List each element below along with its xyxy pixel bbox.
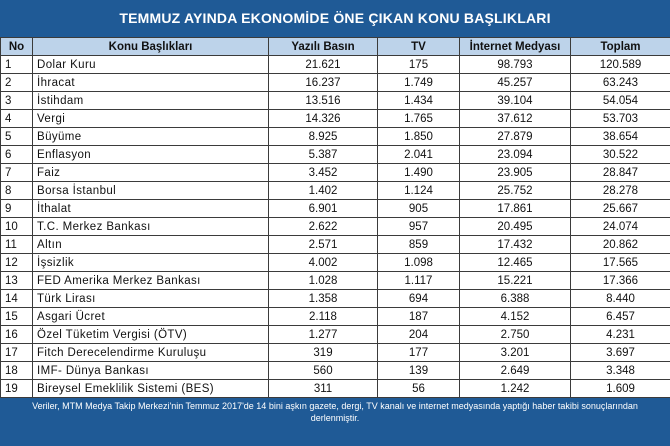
- cell-press: 2.622: [269, 218, 378, 236]
- cell-no: 8: [1, 182, 33, 200]
- cell-press: 560: [269, 362, 378, 380]
- header-press: Yazılı Basın: [269, 38, 378, 56]
- cell-total: 20.862: [571, 236, 670, 254]
- table-row: [1, 362, 670, 380]
- cell-press: 3.452: [269, 164, 378, 182]
- cell-tv: 1.434: [378, 92, 460, 110]
- table-row: [1, 272, 670, 290]
- cell-total: 25.667: [571, 200, 670, 218]
- cell-internet: 39.104: [460, 92, 571, 110]
- header-total: Toplam: [571, 38, 670, 56]
- cell-tv: 1.124: [378, 182, 460, 200]
- cell-tv: 1.490: [378, 164, 460, 182]
- header-no: No: [1, 38, 33, 56]
- table-row: [1, 182, 670, 200]
- cell-no: 9: [1, 200, 33, 218]
- cell-topic: Vergi: [33, 110, 269, 128]
- cell-no: 13: [1, 272, 33, 290]
- cell-press: 4.002: [269, 254, 378, 272]
- cell-internet: 12.465: [460, 254, 571, 272]
- table-row: [1, 110, 670, 128]
- table-row: [1, 290, 670, 308]
- cell-no: 1: [1, 56, 33, 74]
- cell-topic: İthalat: [33, 200, 269, 218]
- cell-topic: İhracat: [33, 74, 269, 92]
- cell-press: 21.621: [269, 56, 378, 74]
- table-row: [1, 254, 670, 272]
- table-row: [1, 146, 670, 164]
- cell-total: 38.654: [571, 128, 670, 146]
- cell-internet: 27.879: [460, 128, 571, 146]
- table-row: [1, 326, 670, 344]
- cell-total: 17.366: [571, 272, 670, 290]
- cell-total: 8.440: [571, 290, 670, 308]
- cell-tv: 1.765: [378, 110, 460, 128]
- table-row: [1, 164, 670, 182]
- cell-no: 15: [1, 308, 33, 326]
- cell-no: 7: [1, 164, 33, 182]
- cell-internet: 45.257: [460, 74, 571, 92]
- header-internet: İnternet Medyası: [460, 38, 571, 56]
- cell-internet: 3.201: [460, 344, 571, 362]
- cell-topic: T.C. Merkez Bankası: [33, 218, 269, 236]
- cell-press: 16.237: [269, 74, 378, 92]
- cell-tv: 187: [378, 308, 460, 326]
- cell-tv: 175: [378, 56, 460, 74]
- table-row: [1, 218, 670, 236]
- cell-press: 1.028: [269, 272, 378, 290]
- cell-total: 53.703: [571, 110, 670, 128]
- table-row: [1, 344, 670, 362]
- cell-topic: Altın: [33, 236, 269, 254]
- cell-no: 18: [1, 362, 33, 380]
- cell-total: 28.278: [571, 182, 670, 200]
- cell-no: 12: [1, 254, 33, 272]
- page-title: TEMMUZ AYINDA EKONOMİDE ÖNE ÇIKAN KONU BAŞLIKLARI: [119, 10, 551, 26]
- cell-no: 6: [1, 146, 33, 164]
- cell-no: 17: [1, 344, 33, 362]
- cell-tv: 905: [378, 200, 460, 218]
- cell-tv: 1.098: [378, 254, 460, 272]
- cell-total: 24.074: [571, 218, 670, 236]
- table-header-row: [1, 38, 670, 56]
- cell-internet: 23.094: [460, 146, 571, 164]
- cell-press: 311: [269, 380, 378, 398]
- table-row: [1, 128, 670, 146]
- cell-internet: 37.612: [460, 110, 571, 128]
- cell-topic: Türk Lirası: [33, 290, 269, 308]
- cell-internet: 15.221: [460, 272, 571, 290]
- cell-total: 17.565: [571, 254, 670, 272]
- cell-no: 10: [1, 218, 33, 236]
- table-row: [1, 74, 670, 92]
- cell-internet: 25.752: [460, 182, 571, 200]
- cell-press: 8.925: [269, 128, 378, 146]
- cell-tv: 1.850: [378, 128, 460, 146]
- cell-press: 13.516: [269, 92, 378, 110]
- cell-internet: 17.861: [460, 200, 571, 218]
- cell-topic: FED Amerika Merkez Bankası: [33, 272, 269, 290]
- table-row: [1, 236, 670, 254]
- cell-total: 30.522: [571, 146, 670, 164]
- cell-total: 54.054: [571, 92, 670, 110]
- table-row: [1, 92, 670, 110]
- cell-no: 16: [1, 326, 33, 344]
- table-row: [1, 56, 670, 74]
- table-row: [1, 380, 670, 398]
- cell-topic: IMF- Dünya Bankası: [33, 362, 269, 380]
- cell-total: 28.847: [571, 164, 670, 182]
- cell-press: 2.571: [269, 236, 378, 254]
- cell-topic: Borsa İstanbul: [33, 182, 269, 200]
- header-topic: Konu Başlıkları: [33, 38, 269, 56]
- cell-no: 11: [1, 236, 33, 254]
- cell-tv: 1.749: [378, 74, 460, 92]
- cell-internet: 1.242: [460, 380, 571, 398]
- cell-no: 4: [1, 110, 33, 128]
- cell-tv: 859: [378, 236, 460, 254]
- cell-tv: 177: [378, 344, 460, 362]
- cell-press: 14.326: [269, 110, 378, 128]
- cell-tv: 204: [378, 326, 460, 344]
- cell-no: 2: [1, 74, 33, 92]
- cell-total: 120.589: [571, 56, 670, 74]
- cell-topic: Faiz: [33, 164, 269, 182]
- cell-topic: Dolar Kuru: [33, 56, 269, 74]
- cell-no: 19: [1, 380, 33, 398]
- source-note: Veriler, MTM Medya Takip Merkezi'nin Temmuz 2017'de 14 bini aşkın gazete, dergi, TV kanalı ve internet medyasında yaptığı haber takibi sonuçlarından derlenmiştir.: [32, 401, 638, 423]
- cell-tv: 1.117: [378, 272, 460, 290]
- cell-total: 3.348: [571, 362, 670, 380]
- cell-no: 3: [1, 92, 33, 110]
- cell-topic: Büyüme: [33, 128, 269, 146]
- cell-no: 14: [1, 290, 33, 308]
- table-row: [1, 308, 670, 326]
- cell-topic: Enflasyon: [33, 146, 269, 164]
- cell-internet: 2.750: [460, 326, 571, 344]
- cell-internet: 2.649: [460, 362, 571, 380]
- cell-press: 1.402: [269, 182, 378, 200]
- cell-internet: 98.793: [460, 56, 571, 74]
- cell-no: 5: [1, 128, 33, 146]
- table-row: [1, 200, 670, 218]
- cell-internet: 20.495: [460, 218, 571, 236]
- cell-internet: 23.905: [460, 164, 571, 182]
- cell-total: 1.609: [571, 380, 670, 398]
- cell-press: 5.387: [269, 146, 378, 164]
- cell-topic: Özel Tüketim Vergisi (ÖTV): [33, 326, 269, 344]
- cell-total: 63.243: [571, 74, 670, 92]
- cell-internet: 17.432: [460, 236, 571, 254]
- cell-topic: İşsizlik: [33, 254, 269, 272]
- cell-press: 319: [269, 344, 378, 362]
- cell-topic: Bireysel Emeklilik Sistemi (BES): [33, 380, 269, 398]
- cell-tv: 139: [378, 362, 460, 380]
- cell-internet: 4.152: [460, 308, 571, 326]
- topics-table: [0, 37, 670, 398]
- cell-topic: Fitch Derecelendirme Kuruluşu: [33, 344, 269, 362]
- cell-topic: Asgari Ücret: [33, 308, 269, 326]
- cell-press: 1.277: [269, 326, 378, 344]
- cell-total: 4.231: [571, 326, 670, 344]
- cell-press: 6.901: [269, 200, 378, 218]
- cell-press: 1.358: [269, 290, 378, 308]
- cell-tv: 56: [378, 380, 460, 398]
- cell-total: 3.697: [571, 344, 670, 362]
- cell-topic: İstihdam: [33, 92, 269, 110]
- cell-internet: 6.388: [460, 290, 571, 308]
- cell-tv: 957: [378, 218, 460, 236]
- cell-total: 6.457: [571, 308, 670, 326]
- cell-press: 2.118: [269, 308, 378, 326]
- cell-tv: 694: [378, 290, 460, 308]
- cell-tv: 2.041: [378, 146, 460, 164]
- header-tv: TV: [378, 38, 460, 56]
